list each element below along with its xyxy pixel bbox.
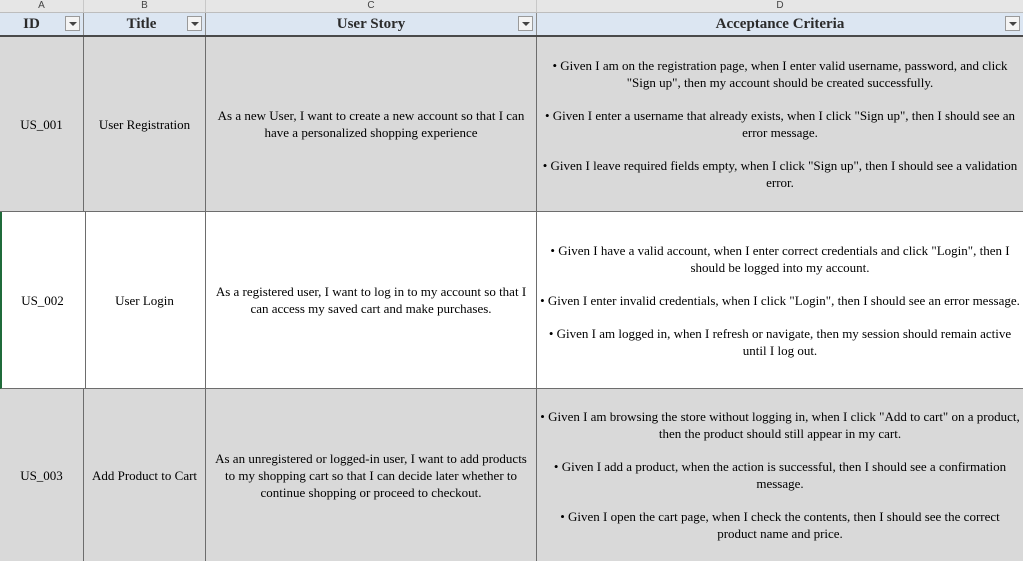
filter-dropdown-title[interactable] (187, 16, 202, 31)
criterion-text: • Given I enter a username that already exists, when I click "Sign up", then I should see an error message. (544, 108, 1016, 140)
column-letter-d[interactable]: D (776, 0, 784, 11)
cell-acceptance-criteria[interactable] (537, 37, 1023, 211)
criterion-text: • Given I add a product, when the action is successful, then I should see a confirmation message. (553, 459, 1007, 491)
chevron-down-icon (522, 22, 530, 26)
header-id[interactable] (0, 13, 84, 35)
column-letters-bar (0, 0, 1023, 13)
table-row (0, 389, 1023, 561)
header-id-label: ID (23, 15, 40, 32)
criterion-text: • Given I am browsing the store without logging in, when I click "Add to cart" on a product, then the product should still appear in my cart. (540, 409, 1020, 441)
criterion-text: • Given I have a valid account, when I enter correct credentials and click "Login", then I should be logged into my account. (550, 242, 1010, 275)
column-letter-a[interactable]: A (0, 0, 84, 12)
header-acceptance-criteria[interactable] (537, 13, 1023, 35)
header-user-story[interactable] (206, 13, 537, 35)
cell-user-story[interactable]: As a new User, I want to create a new account so that I can have a personalized shopping experience (206, 37, 537, 211)
criterion-text: • Given I open the cart page, when I check the contents, then I should see the correct product name and price. (560, 509, 1000, 541)
filter-dropdown-acceptance-criteria[interactable] (1005, 16, 1020, 31)
cell-title[interactable]: Add Product to Cart (84, 389, 206, 561)
header-user-story-label: User Story (336, 15, 406, 32)
cell-id[interactable]: US_001 (0, 37, 84, 211)
header-row (0, 13, 1023, 37)
cell-id[interactable]: US_002 (0, 212, 86, 388)
cell-acceptance-criteria[interactable] (537, 389, 1023, 561)
header-acceptance-criteria-label: Acceptance Criteria (715, 15, 845, 32)
criterion-text: • Given I am logged in, when I refresh or navigate, then my session should remain active until I log out. (548, 325, 1012, 358)
cell-id[interactable]: US_003 (0, 389, 84, 561)
cell-user-story[interactable]: As a registered user, I want to log in to my account so that I can access my saved cart and make purchases. (206, 212, 537, 388)
table-row (0, 212, 1023, 389)
cell-acceptance-criteria[interactable] (537, 212, 1023, 388)
filter-dropdown-user-story[interactable] (518, 16, 533, 31)
criterion-text: • Given I am on the registration page, when I enter valid username, password, and click "Sign up", then my account should be created successfully. (552, 58, 1008, 90)
chevron-down-icon (1009, 22, 1017, 26)
header-title-label: Title (126, 15, 157, 32)
table-row (0, 37, 1023, 212)
chevron-down-icon (69, 22, 77, 26)
filter-dropdown-id[interactable] (65, 16, 80, 31)
criterion-text: • Given I leave required fields empty, when I click "Sign up", then I should see a validation error. (542, 158, 1018, 190)
column-letter-b[interactable]: B (84, 0, 206, 12)
cell-title[interactable]: User Registration (84, 37, 206, 211)
cell-title[interactable]: User Login (84, 212, 206, 388)
header-title[interactable] (84, 13, 206, 35)
cell-user-story[interactable]: As an unregistered or logged-in user, I want to add products to my shopping cart so that I can decide later whether to continue shopping or proceed to checkout. (206, 389, 537, 561)
chevron-down-icon (191, 22, 199, 26)
criterion-text: • Given I enter invalid credentials, when I click "Login", then I should see an error message. (540, 292, 1020, 308)
column-letter-c[interactable]: C (206, 0, 537, 12)
